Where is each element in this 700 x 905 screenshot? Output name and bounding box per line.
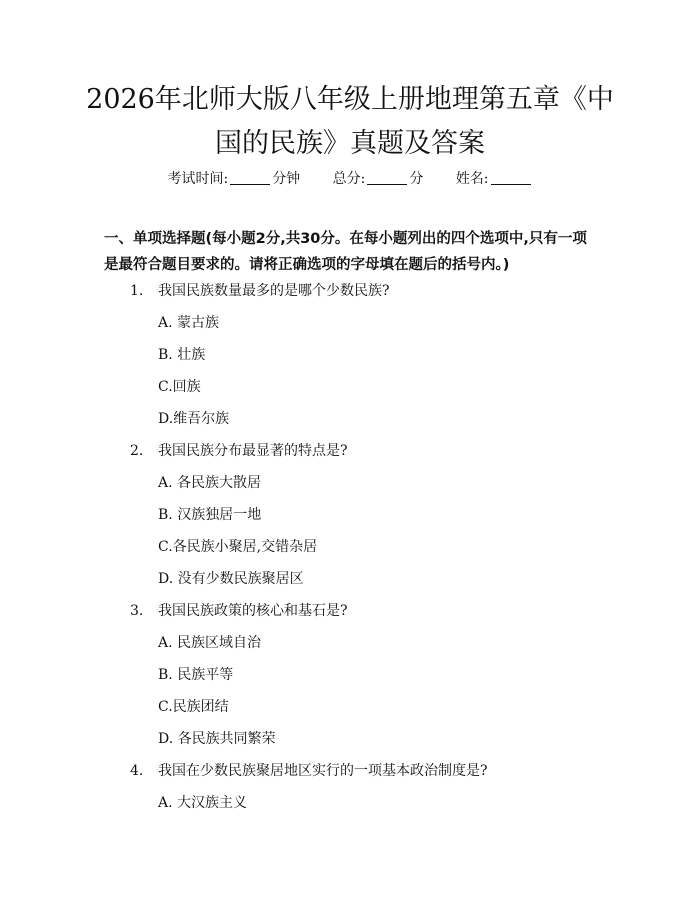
question-text: 我国民族政策的核心和基石是? (158, 603, 348, 619)
total-score-unit: 分 (409, 171, 424, 187)
question-number: 1. (130, 283, 144, 299)
section-heading-line-2: 是最符合题目要求的。请将正确选项的字母填在题后的括号内。) (104, 257, 510, 273)
exam-time-field (167, 168, 300, 188)
question-1-option-d: D.维吾尔族 (158, 411, 230, 427)
exam-meta (0, 168, 700, 188)
name-label: 姓名: (455, 171, 489, 187)
question-3 (130, 601, 348, 621)
question-1-option-b: B. 壮族 (158, 347, 206, 363)
exam-time-unit: 分钟 (272, 171, 301, 187)
section-heading-line-1: 一、单项选择题(每小题2分,共30分。在每小题列出的四个选项中,只有一项 (104, 231, 587, 247)
question-1-option-c: C.回族 (158, 379, 201, 395)
question-number: 4. (130, 763, 144, 779)
total-score-blank (367, 184, 407, 185)
question-number: 3. (130, 603, 144, 619)
question-text: 我国在少数民族聚居地区实行的一项基本政治制度是? (158, 763, 488, 779)
question-text: 我国民族分布最显著的特点是? (158, 443, 348, 459)
question-3-option-d: D. 各民族共同繁荣 (158, 731, 276, 747)
total-score-field (333, 168, 424, 188)
question-number: 2. (130, 443, 144, 459)
question-1-option-a: A. 蒙古族 (158, 315, 220, 331)
question-3-option-a: A. 民族区域自治 (158, 635, 262, 651)
question-4-option-a: A. 大汉族主义 (158, 795, 248, 811)
name-blank (491, 184, 531, 185)
document-title (60, 78, 640, 166)
question-1 (130, 281, 390, 301)
question-2-option-d: D. 没有少数民族聚居区 (158, 571, 304, 587)
name-field (456, 168, 533, 188)
question-3-option-b: B. 民族平等 (158, 667, 234, 683)
exam-time-label: 考试时间: (167, 171, 229, 187)
question-2-option-b: B. 汉族独居一地 (158, 507, 262, 523)
exam-time-blank (230, 184, 270, 185)
total-score-label: 总分: (332, 171, 366, 187)
question-4 (130, 761, 488, 781)
title-line-2: 国的民族》真题及答案 (215, 128, 485, 159)
question-2 (130, 441, 348, 461)
question-2-option-a: A. 各民族大散居 (158, 475, 262, 491)
question-2-option-c: C.各民族小聚居,交错杂居 (158, 539, 318, 555)
title-line-1: 2026年北师大版八年级上册地理第五章《中 (86, 84, 614, 115)
question-text: 我国民族数量最多的是哪个少数民族? (158, 283, 390, 299)
question-3-option-c: C.民族团结 (158, 699, 229, 715)
section-heading (104, 226, 604, 278)
